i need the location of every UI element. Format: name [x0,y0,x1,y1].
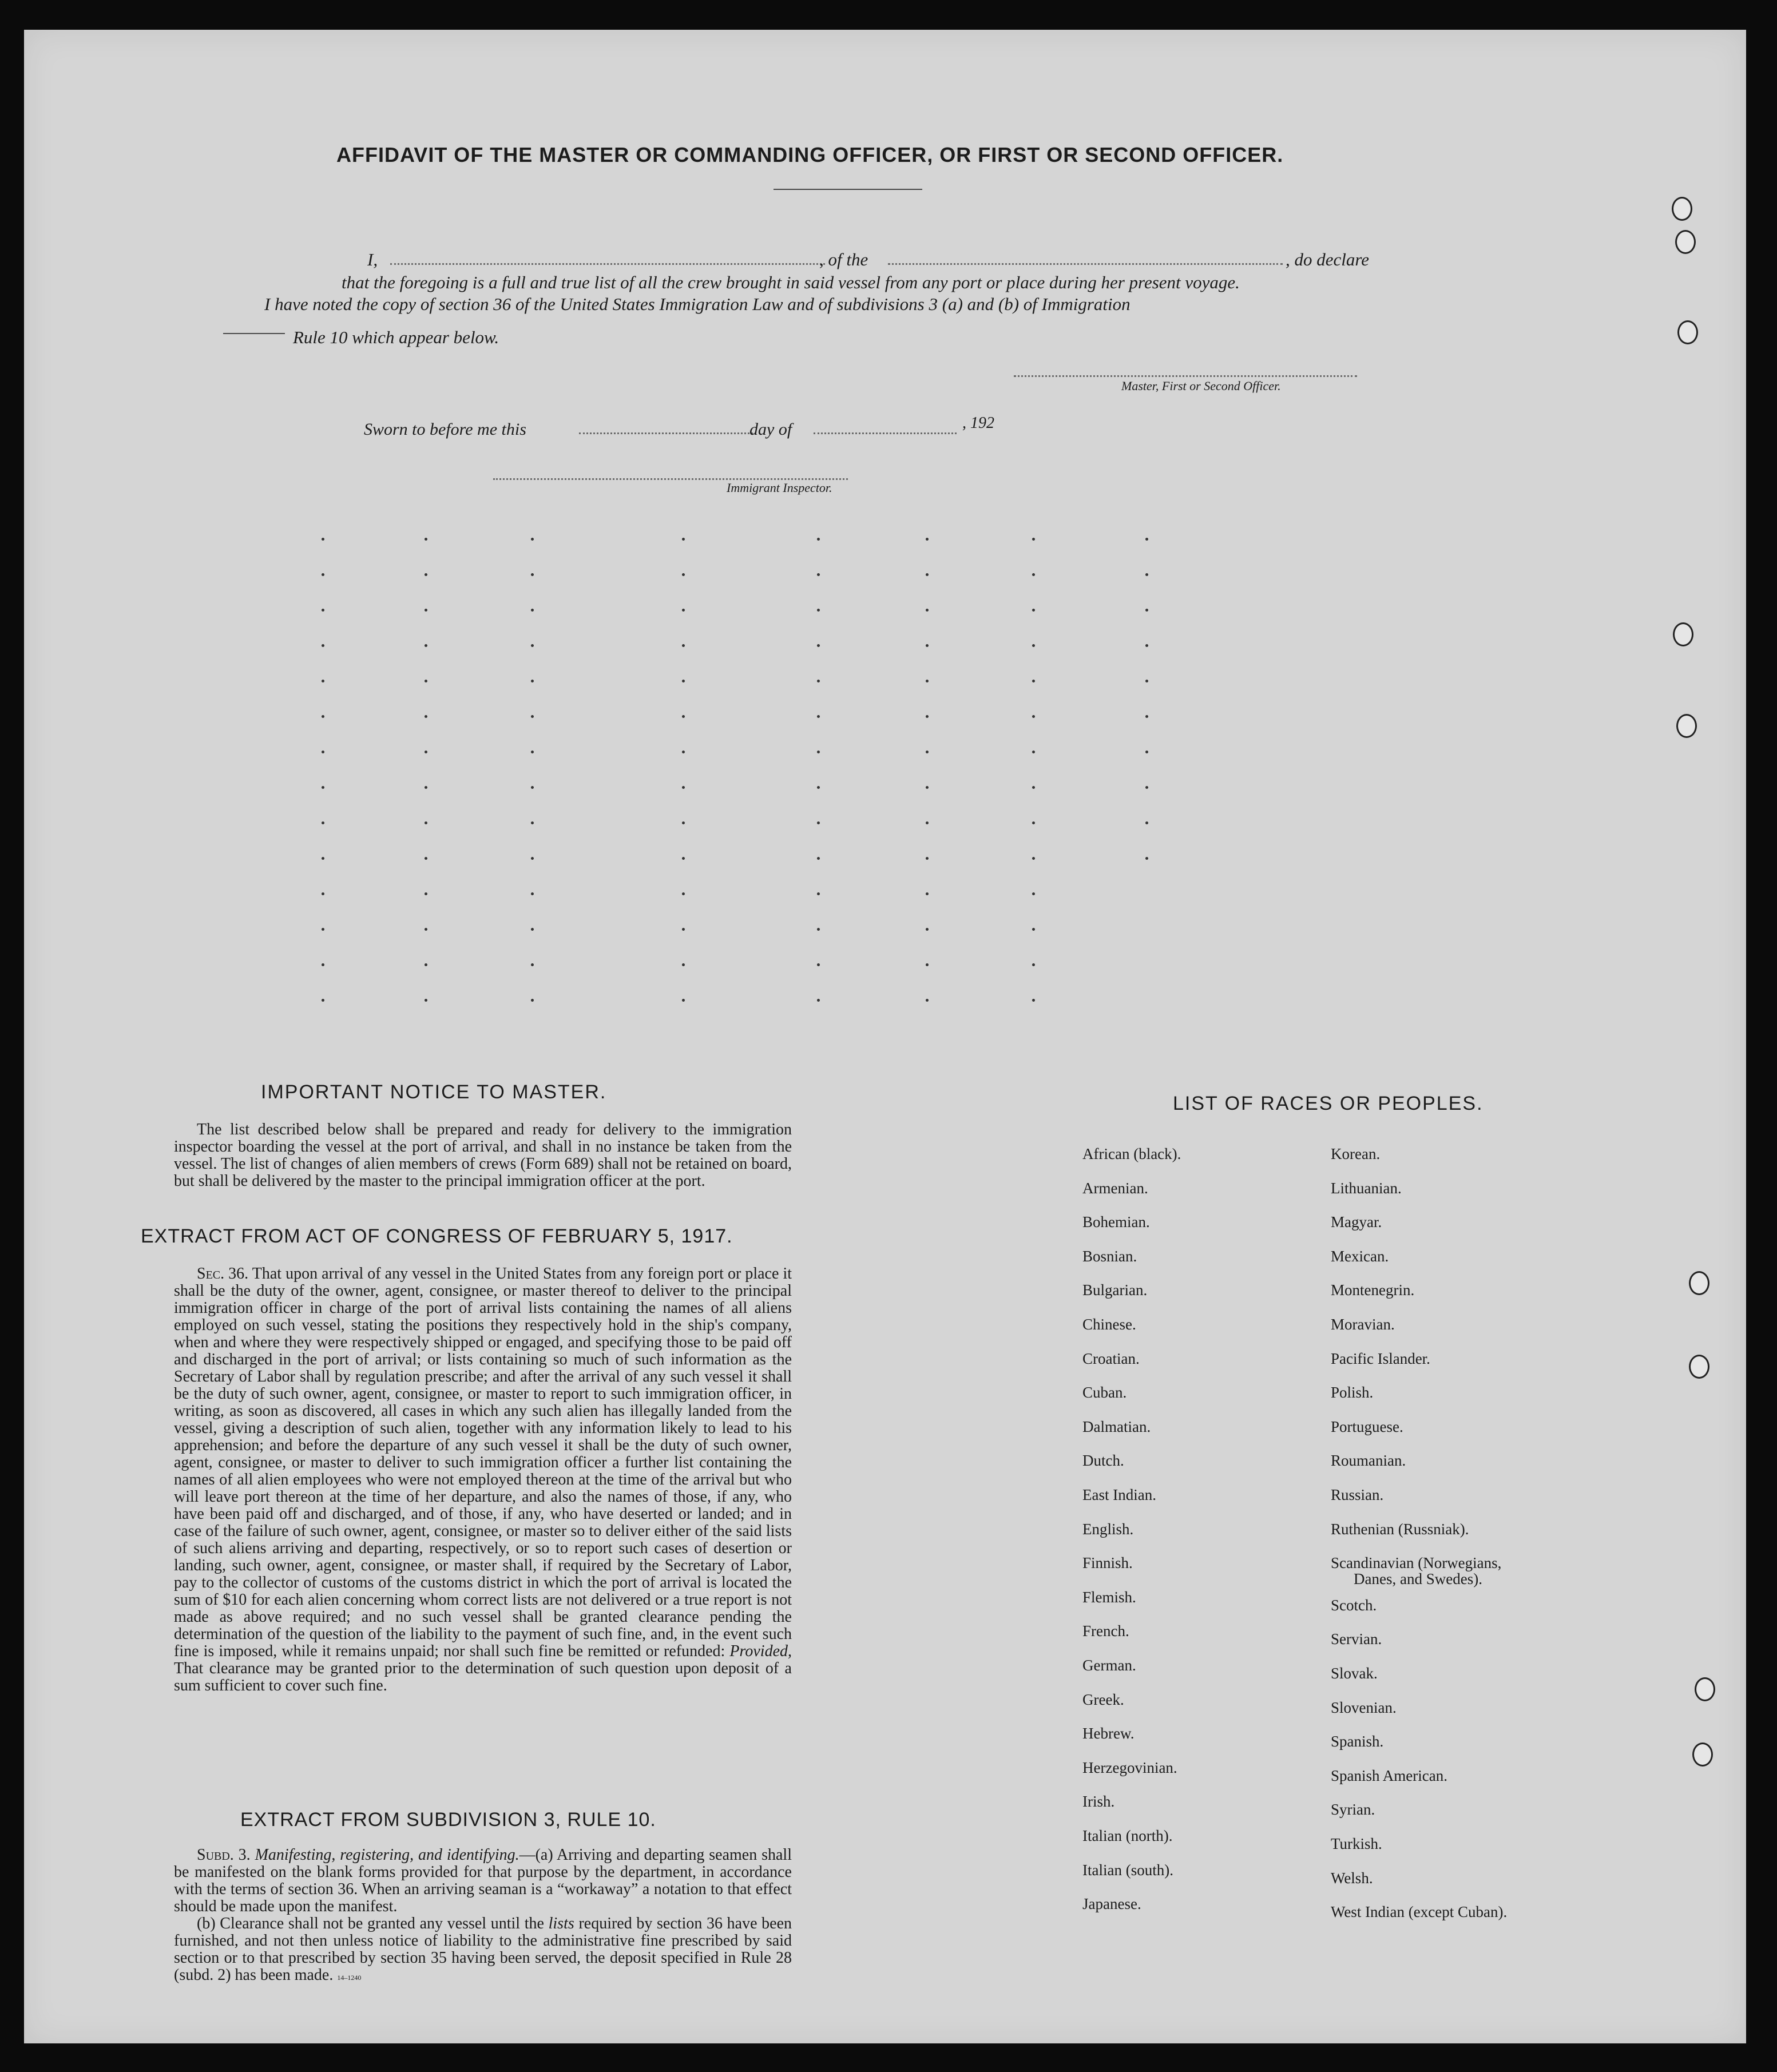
marker-dot [817,857,820,860]
race-item: Spanish American. [1331,1767,1447,1784]
race-item: Bulgarian. [1082,1281,1148,1299]
punch-hole [1689,1355,1709,1379]
marker-dot [817,644,820,647]
declaration-line-2: that the foregoing is a full and true list of all the crew brought in said vessel from any port or place during her present voyage. [342,272,1240,292]
marker-dot [1145,680,1148,682]
race-item: Slovenian. [1331,1699,1397,1716]
marker-dot [531,928,534,931]
declaration-line-3: I have noted the copy of section 36 of the United States Immigration Law and of subdivisions 3 (a) and (b) of Immigration [264,294,1131,314]
marker-dot [926,644,929,647]
marker-dot [322,963,324,966]
marker-dot [322,715,324,718]
race-item: Finnish. [1082,1554,1133,1571]
race-item: English. [1082,1521,1134,1538]
marker-dot [682,892,685,895]
race-item: Italian (north). [1082,1827,1173,1844]
margin-dash [223,333,285,334]
marker-dot [531,538,534,541]
punch-hole [1692,1742,1713,1767]
marker-dot [926,892,929,895]
marker-dot [531,715,534,718]
marker-dot [926,715,929,718]
subd-title: Manifesting, registering, and identifying. [255,1846,519,1864]
declaration-start: I, [367,249,378,269]
marker-dot [425,680,427,682]
vessel-blank [888,263,1283,265]
affidavit-title: AFFIDAVIT OF THE MASTER OR COMMANDING OFFICER, OR FIRST OR SECOND OFFICER. [336,143,1284,166]
race-item: Scandinavian (Norwegians, [1331,1554,1502,1571]
race-item: Korean. [1331,1145,1381,1162]
marker-dot [425,538,427,541]
marker-dot [425,892,427,895]
marker-dot [531,609,534,612]
act-extract-title: EXTRACT FROM ACT OF CONGRESS OF FEBRUARY 5, 1917. [141,1225,733,1247]
marker-dot [926,786,929,789]
marker-dot [1145,644,1148,647]
punch-hole [1677,320,1698,344]
marker-dot [425,715,427,718]
marker-dot [817,892,820,895]
marker-dot [1032,786,1035,789]
marker-dot [425,644,427,647]
marker-dot [531,963,534,966]
signature-label: Master, First or Second Officer. [1121,379,1281,393]
marker-dot [1032,821,1035,824]
marker-dot [682,963,685,966]
marker-dot [425,999,427,1002]
marker-dot [1032,538,1035,541]
marker-dot [322,751,324,753]
marker-dot [682,999,685,1002]
race-item: Chinese. [1082,1316,1136,1333]
marker-dot [682,573,685,576]
proviso-text: That clearance may be granted prior to the determination of such question upon deposit of a sum sufficient to cover such fine. [174,1660,792,1694]
marker-dot [425,609,427,612]
marker-dot [531,786,534,789]
race-item: Lithuanian. [1331,1180,1402,1197]
races-title: LIST OF RACES OR PEOPLES. [1173,1093,1484,1114]
document-page [24,30,1746,2043]
marker-dot [322,609,324,612]
marker-dot [322,680,324,682]
marker-dot [926,573,929,576]
race-item: Slovak. [1331,1665,1378,1682]
race-item: Bosnian. [1082,1248,1137,1265]
marker-dot [322,999,324,1002]
race-item: Pacific Islander. [1331,1350,1430,1367]
race-item: Mexican. [1331,1248,1389,1265]
marker-dot [531,857,534,860]
race-item: Turkish. [1331,1835,1382,1852]
marker-dot [531,644,534,647]
marker-dot [322,928,324,931]
race-item: Polish. [1331,1384,1374,1401]
marker-dot [926,963,929,966]
race-item: West Indian (except Cuban). [1331,1903,1508,1920]
marker-dot [425,573,427,576]
rule-extract-title: EXTRACT FROM SUBDIVISION 3, RULE 10. [240,1809,656,1831]
sworn-month-blank [814,432,957,434]
marker-dot [682,928,685,931]
race-item: Croatian. [1082,1350,1140,1367]
marker-dot [1032,999,1035,1002]
signature-line [1014,375,1357,377]
marker-dot [1032,751,1035,753]
section-label: Sec. 36. [197,1265,249,1283]
marker-dot [425,963,427,966]
race-item: Flemish. [1082,1589,1136,1606]
race-item: Ruthenian (Russniak). [1331,1521,1469,1538]
race-item: Syrian. [1331,1801,1375,1818]
marker-dot [322,786,324,789]
punch-hole [1689,1271,1709,1295]
declaration-end: , do declare [1286,249,1370,269]
marker-dot [817,573,820,576]
marker-dot [926,680,929,682]
marker-dot [926,538,929,541]
title-underline [774,189,922,190]
marker-dot [682,715,685,718]
marker-dot [926,999,929,1002]
race-item: African (black). [1082,1145,1181,1162]
marker-dot [531,821,534,824]
marker-dot [1032,644,1035,647]
inspector-line [493,478,848,480]
marker-dot [682,644,685,647]
act-extract-body [174,1265,792,1694]
marker-dot [322,538,324,541]
race-item: Spanish. [1331,1733,1384,1750]
marker-dot [817,928,820,931]
section-text: That upon arrival of any vessel in the United States from any foreign port or place it shall be the duty of the owner, agent, consignee, or master thereof to deliver to the principal immigration officer in charge of the port of arrival lists containing the names of all aliens employed on such vessel, stating the positions they respectively hold in the ship's company, when and where they were respectively shipped or engaged, and specifying those to be paid off and discharged in the port of arrival; or lists containing so much of such information as the Secretary of Labor shall by regulation prescribe; and after the arrival of any such vessel it shall be the duty of such owner, agent, consignee, or master to report to such immigration officer, in writing, as soon as discovered, all cases in which any such alien has illegally landed from the vessel, giving a description of such alien, together with any information likely to lead to his apprehension; and before the departure of any such vessel it shall be the duty of such owner, agent, consignee, or master to deliver to such immigration officer a further list containing the names of all alien employees who were not employed thereon at the time of the arrival but who will leave port thereon at the time of her departure, and also the names of those, if any, who have been paid off and discharged, and of those, if any, who have deserted or landed; and in case of the failure of such owner, agent, consignee, or master so to deliver either of the said lists of such aliens arriving and departing, respectively, or so to report such cases of desertion or landing, such owner, agent, consignee, or master shall, if required by the Secretary of Labor, pay to the collector of customs of the customs district in which the port of arrival is located the sum of $10 for each alien concerning whom correct lists are not delivered or a true report is not made as above required; and no such vessel shall be granted clearance pending the determination of the question of the liability to the payment of such fine, and, in the event such fine is imposed, while it remains unpaid; nor shall such fine be remitted or refunded: [174,1265,792,1660]
marker-dot [1145,715,1148,718]
race-item: Welsh. [1331,1869,1373,1887]
race-item: Portuguese. [1331,1418,1403,1435]
form-number: 14–1240 [337,1974,362,1982]
race-item: French. [1082,1622,1129,1640]
marker-dot [1032,715,1035,718]
marker-dot [926,751,929,753]
subd-b-start: (b) Clearance shall not be granted any vessel until the [197,1915,544,1932]
race-item: Greek. [1082,1691,1124,1708]
act-paragraph [174,1265,792,1694]
punch-hole [1672,197,1692,221]
marker-dot [531,680,534,682]
marker-dot [817,786,820,789]
race-item: Hebrew. [1082,1725,1135,1742]
marker-dot [531,892,534,895]
marker-dot [1032,680,1035,682]
marker-dot [817,609,820,612]
notice-text [174,1121,792,1190]
race-item: Cuban. [1082,1384,1127,1401]
marker-dot [322,821,324,824]
marker-dot [1145,609,1148,612]
marker-dot [531,751,534,753]
declaration-line-4: Rule 10 which appear below. [293,327,499,347]
marker-dot [322,857,324,860]
notice-paragraph: The list described below shall be prepared and ready for delivery to the immigration inspector boarding the vessel at the port of arrival, and shall in no instance be taken from the vessel. The list of changes of alien members of crews (Form 689) shall not be retained on board, but shall be delivered by the master to the principal immigration officer at the port. [174,1121,792,1190]
marker-dot [817,751,820,753]
race-item: Scotch. [1331,1597,1377,1614]
proviso-word: Provided, [729,1642,792,1660]
race-item: Montenegrin. [1331,1281,1415,1299]
race-item: East Indian. [1082,1486,1156,1503]
marker-dot [817,999,820,1002]
marker-dot [817,963,820,966]
marker-dot [1032,963,1035,966]
race-item: Moravian. [1331,1316,1395,1333]
punch-hole [1675,230,1696,254]
punch-hole [1676,714,1697,738]
marker-dot [1145,573,1148,576]
year-text: , 192 [962,414,994,432]
marker-dot [817,680,820,682]
race-item: Servian. [1331,1630,1382,1648]
day-of-text: day of [749,420,792,439]
inspector-label: Immigrant Inspector. [727,481,832,495]
race-item: German. [1082,1657,1136,1674]
race-item: Herzegovinian. [1082,1759,1177,1776]
marker-dot [682,680,685,682]
marker-dot [682,821,685,824]
subd-label: Subd. 3. [197,1846,251,1864]
marker-dot [1145,821,1148,824]
race-item: Danes, and Swedes). [1354,1570,1482,1587]
race-item: Dalmatian. [1082,1418,1151,1435]
subd-a-text: —(a) Arriving and departing seamen shall be manifested on the blank forms provided for that purpose by the department, in accordance with the terms of section 36. When an arriving seaman is a “workaway” a notation to that effect should be made upon the manifest. [174,1846,792,1915]
marker-dot [1032,609,1035,612]
race-item: Italian (south). [1082,1861,1173,1879]
marker-dot [926,821,929,824]
marker-dot [1145,786,1148,789]
marker-dot [425,786,427,789]
punch-hole [1673,622,1693,646]
marker-dot [682,786,685,789]
marker-dot [817,538,820,541]
notice-title: IMPORTANT NOTICE TO MASTER. [261,1081,607,1103]
marker-dot [682,857,685,860]
punch-hole [1695,1677,1715,1701]
subd-b-end: required by section 36 have been furnished, and not then unless notice of liability to the administrative fine prescribed by said section or to that prescribed by section 35 having been served, the deposit specified in Rule 28 (subd. 2) has been made. [174,1915,792,1984]
marker-dot [682,609,685,612]
marker-dot [1145,538,1148,541]
marker-dot [425,751,427,753]
marker-dot [926,928,929,931]
name-blank [390,263,825,265]
subdivision-b [174,1915,792,1986]
marker-dot [1032,892,1035,895]
subd-b-lists: lists [548,1915,574,1932]
marker-dot [817,715,820,718]
subdivision-a [174,1847,792,1915]
marker-dot [1032,573,1035,576]
marker-dot [682,538,685,541]
marker-dot [817,821,820,824]
marker-dot [926,857,929,860]
race-item: Dutch. [1082,1452,1124,1469]
marker-dot [322,573,324,576]
race-item: Japanese. [1082,1895,1141,1912]
sworn-day-blank [579,432,756,434]
marker-dot [682,751,685,753]
marker-dot [531,573,534,576]
race-item: Magyar. [1331,1213,1382,1231]
marker-dot [1032,928,1035,931]
race-item: Bohemian. [1082,1213,1150,1231]
sworn-text: Sworn to before me this [364,420,526,439]
marker-dot [1145,857,1148,860]
marker-dot [425,928,427,931]
marker-dot [425,821,427,824]
marker-dot [322,892,324,895]
marker-dot [531,999,534,1002]
rule-extract-body [174,1847,792,1986]
race-item: Russian. [1331,1486,1384,1503]
marker-dot [322,644,324,647]
race-item: Roumanian. [1331,1452,1406,1469]
marker-dot [425,857,427,860]
race-item: Armenian. [1082,1180,1148,1197]
declaration-of-the: , of the [819,249,868,269]
race-item: Irish. [1082,1793,1115,1810]
marker-dot [1145,751,1148,753]
marker-dot [1032,857,1035,860]
marker-dot [926,609,929,612]
